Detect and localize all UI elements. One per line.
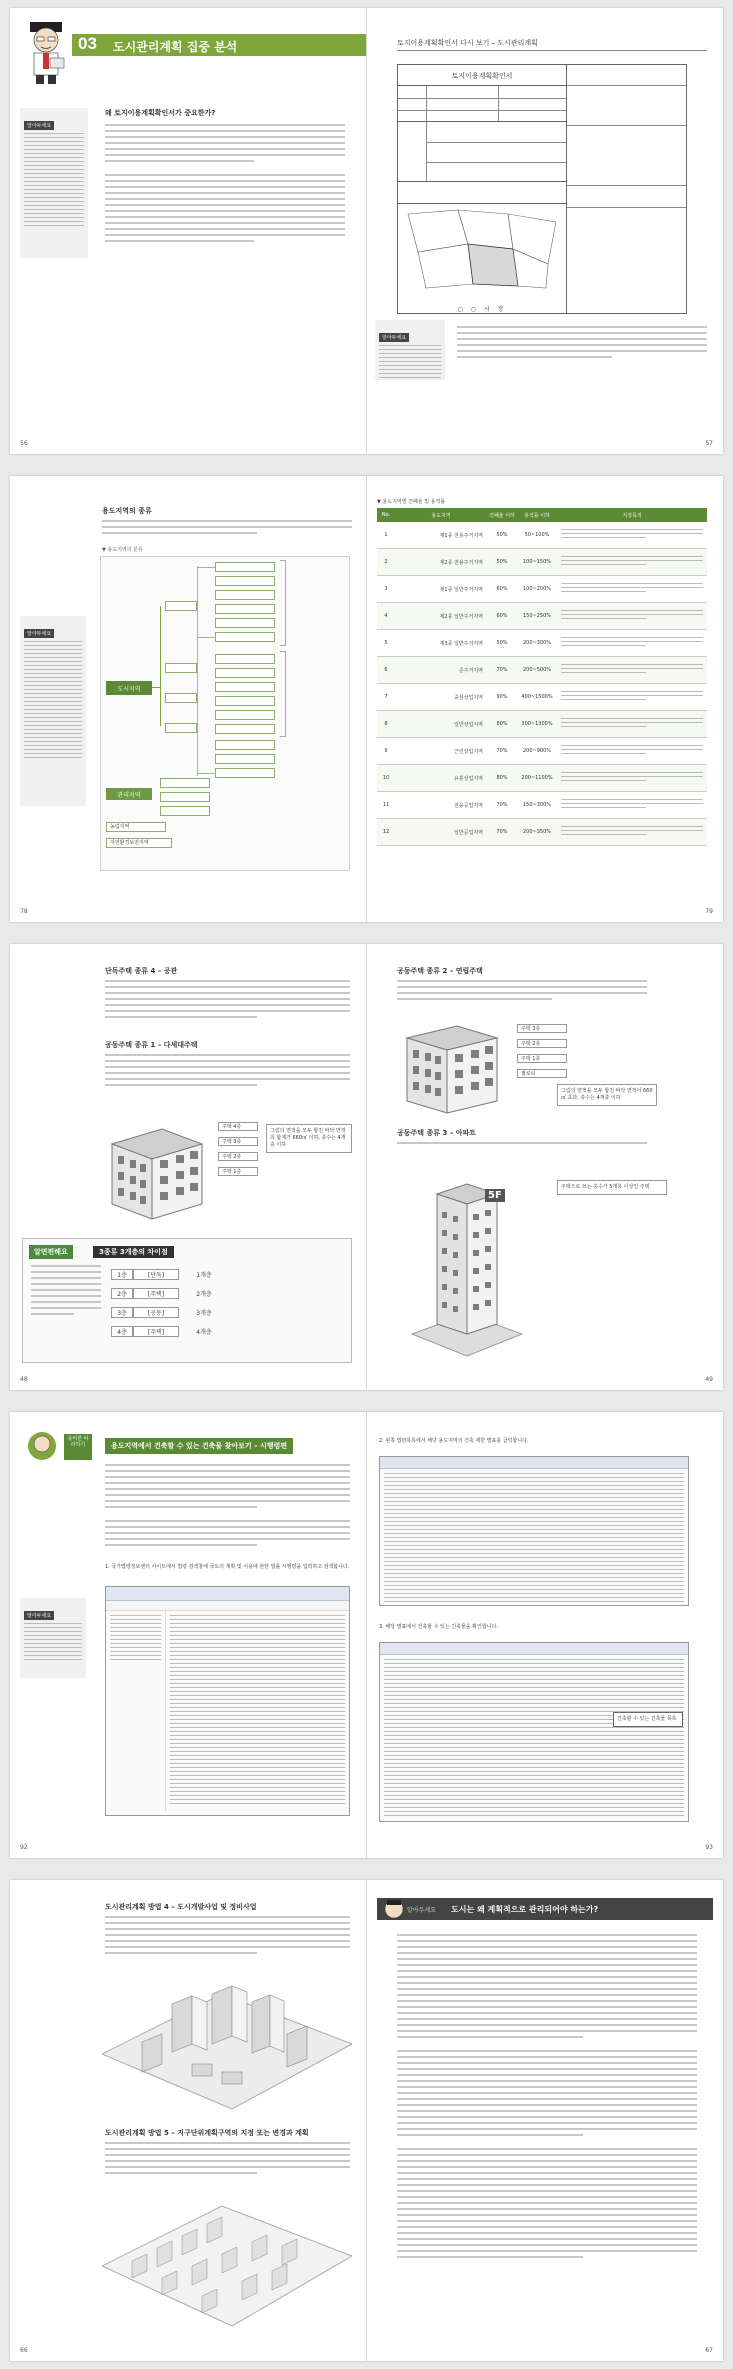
zone-tree-diagram (100, 556, 360, 886)
cell-far: 150~300% (522, 802, 552, 808)
cell-zone: 제3종 일반주거지역 (439, 640, 483, 647)
col-desc: 지정목적 (622, 512, 642, 519)
page-number: 56 (20, 440, 28, 447)
side-note-title: 알아두세요 (24, 1611, 54, 1620)
page-48 (10, 944, 366, 1390)
page-number: 79 (705, 908, 713, 915)
body-text (105, 980, 350, 1022)
cartoon-character-icon (24, 20, 68, 86)
cell-no: 7 (384, 694, 388, 700)
cell-far: 150~250% (522, 613, 552, 619)
spread-3 (10, 944, 723, 1390)
cell-desc (557, 637, 707, 649)
tip-cell-floor: 2층 (111, 1288, 133, 1299)
node-nature: 자연환경보전지역 (106, 838, 172, 848)
floor-label-list (517, 1024, 567, 1078)
cell-far: 100~200% (522, 586, 552, 592)
cell-desc (557, 556, 707, 568)
node-mgmt: 관리지역 (106, 788, 152, 800)
cell-bcr: 80% (496, 775, 508, 781)
topic-badge: 알아두세요 (407, 1907, 436, 1914)
badge-label: 유익한 따라하기 (67, 1436, 89, 1448)
page-66 (10, 1880, 366, 2361)
form-issuer: ○ ○ 시 장 (457, 306, 507, 313)
side-note-title: 알아두세요 (24, 629, 54, 638)
floor-label: 주택 3층 (218, 1137, 258, 1146)
tip-tag: 알면편해요 (29, 1245, 73, 1259)
floor-label: 주택 3층 (517, 1024, 567, 1033)
body-text (105, 124, 345, 246)
law-list-screenshot (379, 1456, 689, 1606)
cell-desc (557, 718, 707, 730)
floor-label: 주택 4층 (218, 1122, 258, 1131)
form-extension (567, 64, 687, 314)
page-number: 66 (20, 2347, 28, 2354)
section-heading: 공동주택 종류 2 – 연립주택 (397, 967, 483, 975)
tip-cell-floor: 3층 (111, 1307, 133, 1318)
step-text: 3. 해당 별표에서 건축할 수 있는 건축물을 확인합니다. (379, 1624, 498, 1630)
section-heading: 도시관리계획 방법 5 – 지구단위계획구역의 지정 또는 변경과 계획 (105, 2129, 309, 2137)
cell-far: 200~1100% (521, 775, 553, 781)
cell-far: 200~300% (522, 640, 552, 646)
tip-floor-table (111, 1267, 251, 1343)
cell-no: 1 (384, 532, 388, 538)
apt-callout: 주택으로 쓰는 층수가 5개층 이상인 주택 (557, 1180, 667, 1195)
node-urban: 도시지역 (106, 681, 152, 695)
cell-bcr: 90% (496, 694, 508, 700)
tip-cell-type: 3개층 (196, 1309, 212, 1317)
development-site-illustration (102, 1964, 352, 2114)
cell-zone: 준주거지역 (458, 667, 483, 674)
building-list-screenshot (379, 1642, 689, 1822)
section-heading: 용도지역의 종류 (102, 507, 152, 515)
tip-cell-type: 2개층 (196, 1290, 212, 1298)
tip-cell-area: [주택] (133, 1288, 179, 1299)
tip-cell-type: 4개층 (196, 1328, 212, 1336)
section-heading: 용도지역에서 건축할 수 있는 건축물 찾아보기 – 시행령편 (105, 1438, 293, 1454)
tip-cell-floor: 4층 (111, 1326, 133, 1337)
cell-desc (557, 664, 707, 676)
body-text (105, 2142, 350, 2178)
table-row (377, 711, 707, 738)
row-house-illustration (397, 1018, 507, 1118)
cell-bcr: 80% (496, 721, 508, 727)
cell-bcr: 50% (496, 559, 508, 565)
cell-desc (557, 772, 707, 784)
apartment-illustration (407, 1164, 527, 1364)
cell-desc (557, 583, 707, 595)
section-heading: 단독주택 종류 4 – 공관 (105, 967, 178, 975)
screenshot-callout: 건축할 수 있는 건축물 목록 (613, 1712, 683, 1727)
cell-no: 12 (382, 829, 390, 835)
table-row (377, 684, 707, 711)
page-49 (367, 944, 723, 1390)
cell-bcr: 60% (496, 613, 508, 619)
floor-label: 주택 2층 (517, 1039, 567, 1048)
table-row (377, 765, 707, 792)
spread-2 (10, 476, 723, 922)
node-agri: 농림지역 (106, 822, 166, 832)
col-zone: 용도지역 (431, 512, 451, 519)
diagram-caption: ▼ 용도지역의 분류 (102, 547, 143, 553)
body-text (397, 980, 647, 1004)
cell-zone: 제2종 전용주거지역 (439, 559, 483, 566)
cell-desc (557, 691, 707, 703)
cell-no: 4 (384, 613, 388, 619)
cell-zone: 일반공업지역 (454, 829, 483, 836)
floor-label: 주택 1층 (517, 1054, 567, 1063)
chapter-title: 도시관리계획 집중 분석 (113, 40, 238, 54)
tip-box (22, 1238, 352, 1363)
cell-bcr: 70% (496, 802, 508, 808)
cell-no: 6 (384, 667, 388, 673)
tip-row (111, 1305, 251, 1319)
tip-row (111, 1286, 251, 1300)
page-number: 67 (705, 2347, 713, 2354)
cell-desc (557, 610, 707, 622)
step-text: 2. 왼쪽 법령목록에서 해당 용도지역의 건축 제한 별표를 클릭합니다. (379, 1438, 529, 1444)
cell-bcr: 50% (496, 532, 508, 538)
tip-cell-type: 1개층 (196, 1271, 212, 1279)
page-number: 92 (20, 1844, 28, 1851)
tip-row (111, 1267, 251, 1281)
tip-cell-area: [단독] (133, 1269, 179, 1280)
page-56 (10, 8, 366, 454)
topic-heading: 도시는 왜 계획적으로 관리되어야 하는가? (451, 1905, 599, 1914)
cell-desc (557, 826, 707, 838)
col-bcr: 건폐율 이하 (489, 512, 515, 519)
cell-bcr: 70% (496, 829, 508, 835)
col-far: 용적률 이하 (524, 512, 550, 519)
side-note (20, 616, 86, 806)
land-use-form (397, 64, 567, 314)
page-number: 49 (705, 1376, 713, 1383)
cell-no: 3 (384, 586, 388, 592)
form-title: 토지이용계획확인서 (398, 65, 566, 86)
cell-no: 5 (384, 640, 388, 646)
page-number: 57 (705, 440, 713, 447)
col-no: No. (381, 512, 391, 518)
character-badge-icon (383, 1898, 405, 1920)
cell-bcr: 60% (496, 586, 508, 592)
cell-far: 300~1300% (521, 721, 553, 727)
cell-far: 200~500% (522, 667, 552, 673)
table-row (377, 603, 707, 630)
table-row (377, 522, 707, 549)
cell-desc (557, 799, 707, 811)
table-caption: ▼ 용도지역별 건폐율 및 용적률 (377, 499, 446, 505)
apt-floor-sign: 5F (485, 1189, 505, 1202)
chapter-number: 03 (78, 34, 97, 53)
floor-label-list (218, 1122, 258, 1176)
zone-ratio-table (377, 508, 707, 846)
floor-label: 필로티 (517, 1069, 567, 1078)
page-57 (367, 8, 723, 454)
cell-zone: 중심상업지역 (454, 694, 483, 701)
cell-bcr: 70% (496, 748, 508, 754)
area-callout: 그림의 면적을 모두 합친 바닥 면적의 합계가 660㎡ 이하, 층수는 4개층 이하 (266, 1124, 352, 1153)
spread-1 (10, 8, 723, 454)
cadastral-map (398, 204, 566, 294)
cell-bcr: 50% (496, 640, 508, 646)
cell-no: 2 (384, 559, 388, 565)
cell-zone: 제2종 일반주거지역 (439, 613, 483, 620)
cell-far: 400~1500% (521, 694, 553, 700)
table-row (377, 819, 707, 846)
body-text (105, 1464, 350, 1550)
cell-far: 200~900% (522, 748, 552, 754)
cell-zone: 일반상업지역 (454, 721, 483, 728)
page-78 (10, 476, 366, 922)
body-text (457, 326, 707, 362)
cell-bcr: 70% (496, 667, 508, 673)
table-header (377, 508, 707, 522)
page-number: 48 (20, 1376, 28, 1383)
cell-zone: 제1종 전용주거지역 (439, 532, 483, 539)
cell-zone: 제1종 일반주거지역 (439, 586, 483, 593)
side-note (20, 108, 88, 258)
section-heading: 공동주택 종류 1 – 다세대주택 (105, 1041, 198, 1049)
law-site-screenshot (105, 1586, 350, 1816)
cell-zone: 유통상업지역 (454, 775, 483, 782)
tip-title: 3종류 3개층의 차이점 (93, 1246, 174, 1258)
cell-far: 100~150% (522, 559, 552, 565)
multi-household-building-illustration (102, 1114, 212, 1224)
cell-no: 11 (382, 802, 390, 808)
page-93 (367, 1412, 723, 1858)
tip-cell-floor: 1층 (111, 1269, 133, 1280)
table-row (377, 549, 707, 576)
body-text (102, 520, 352, 538)
side-note (375, 320, 445, 380)
section-heading: 도시관리계획 방법 4 – 도시개발사업 및 정비사업 (105, 1903, 257, 1911)
table-row (377, 657, 707, 684)
side-note-title: 알아두세요 (379, 333, 409, 342)
page-67 (367, 1880, 723, 2361)
side-note-title: 알아두세요 (24, 121, 54, 130)
cell-no: 8 (384, 721, 388, 727)
spread-5 (10, 1880, 723, 2361)
table-row (377, 792, 707, 819)
district-unit-plan-illustration (102, 2186, 352, 2336)
page-79 (367, 476, 723, 922)
tip-cell-area: [공동] (133, 1307, 179, 1318)
body-text (397, 1934, 697, 2262)
section-heading: 공동주택 종류 3 – 아파트 (397, 1129, 476, 1137)
page-number: 78 (20, 908, 28, 915)
step-text: 1. 국가법령정보센터 사이트에서 법령 검색창에 국토의 계획 및 이용에 관한 법률 시행령을 입력하고 검색합니다. (105, 1564, 350, 1570)
cell-zone: 전용공업지역 (454, 802, 483, 809)
floor-label: 주택 2층 (218, 1152, 258, 1161)
table-row (377, 576, 707, 603)
body-text (105, 1916, 350, 1958)
tip-cell-area: [주택] (133, 1326, 179, 1337)
page-number: 93 (705, 1844, 713, 1851)
cell-zone: 근린상업지역 (454, 748, 483, 755)
area-callout: 그림의 면적을 모두 합친 바닥 면적이 660㎡ 초과, 층수는 4개층 이하 (557, 1084, 657, 1106)
spread-4 (10, 1412, 723, 1858)
page-heading: 토지이용계획확인서 다시 보기 – 도시관리계획 (397, 39, 538, 47)
cell-far: 50~100% (524, 532, 550, 538)
cell-no: 10 (382, 775, 390, 781)
cell-far: 200~350% (522, 829, 552, 835)
cell-no: 9 (384, 748, 388, 754)
page-92 (10, 1412, 366, 1858)
tip-row (111, 1324, 251, 1338)
cell-desc (557, 745, 707, 757)
body-text (397, 1142, 647, 1148)
table-row (377, 738, 707, 765)
body-text (105, 1054, 350, 1090)
side-note (20, 1598, 86, 1678)
floor-label: 주택 1층 (218, 1167, 258, 1176)
section-question: 왜 토지이용계획확인서가 중요한가? (105, 109, 216, 117)
table-row (377, 630, 707, 657)
cell-desc (557, 529, 707, 541)
